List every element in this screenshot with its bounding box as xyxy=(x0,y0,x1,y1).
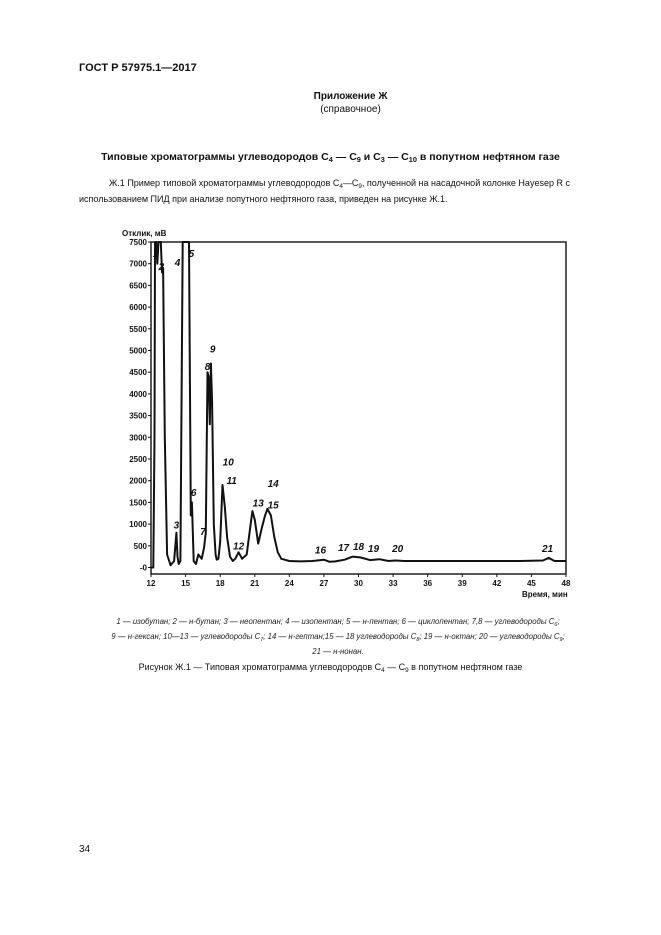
y-tick-label: 4000 xyxy=(129,389,147,399)
x-tick-label: 12 xyxy=(146,579,156,588)
x-axis-label: Время, мин xyxy=(522,590,568,599)
standard-number: ГОСТ Р 57975.1—2017 xyxy=(79,62,197,74)
y-tick-label: 500 xyxy=(133,541,147,551)
y-tick-label: 6000 xyxy=(129,303,147,313)
x-tick-label: 27 xyxy=(319,579,329,588)
peak-label: 4 xyxy=(174,257,181,269)
peak-label: 14 xyxy=(267,478,279,490)
peak-label: 18 xyxy=(352,542,365,554)
x-tick-label: 42 xyxy=(492,579,502,588)
figure-caption: Рисунок Ж.1 — Типовая хроматограмма углеводородов $C_4$ — $C_9$ в попутном нефтяном газе xyxy=(138,662,523,674)
peak-label: 3 xyxy=(173,520,180,532)
y-tick-label: 3000 xyxy=(129,433,147,443)
peak-label: 2 xyxy=(158,262,165,274)
chart-series xyxy=(151,242,566,568)
peak-label: 17 xyxy=(337,542,350,554)
peak-label: 12 xyxy=(233,541,245,553)
y-tick-label: 2000 xyxy=(129,476,147,486)
peak-label: 20 xyxy=(392,543,404,555)
peak-label: 9 xyxy=(209,344,216,356)
y-tick-label: 1500 xyxy=(129,498,147,508)
x-tick-label: 33 xyxy=(388,579,398,588)
peak-label: 5 xyxy=(188,249,195,261)
x-tick-label: 15 xyxy=(181,579,191,588)
chart-ticks xyxy=(129,238,571,588)
intro-paragraph: Ж.1 Пример типовой хроматограммы углеводородов $C_4—C_9$, полученной на насадочной колонке Hayesep R с использованием ПИД при анализе попутного нефтяного газа, приведен на рисунке Ж.1. xyxy=(79,178,570,204)
x-tick-label: 48 xyxy=(561,579,571,588)
y-tick-label: 3500 xyxy=(129,411,147,421)
y-tick-label: 7000 xyxy=(129,259,147,269)
peak-label: 10 xyxy=(222,457,234,469)
appendix-note: (справочное) xyxy=(320,104,381,115)
appendix-title: Приложение Ж xyxy=(313,91,388,102)
peak-label: 1 xyxy=(152,249,159,261)
legend-line-3: 21 — н-нонан. xyxy=(312,647,364,656)
legend-line-1: 1 — изобутан; 2 — н-бутан; 3 — неопентан; 4 — изопентан; 5 — н-пентан; 6 — циклопентан; 7,8 — углеводороды $C_6$; xyxy=(116,617,560,628)
peak-label: 11 xyxy=(226,476,237,488)
y-tick-label: 7500 xyxy=(129,238,147,247)
legend-line-2: 9 — н-гексан; 10—13 — углеводороды $C_7$; 14 — н-гептан;15 — 18 углеводороды $C_8$; 19 — н-октан; 20 — углеводороды $C_9$; xyxy=(111,632,565,643)
x-tick-label: 21 xyxy=(250,579,260,588)
x-tick-label: 39 xyxy=(457,579,467,588)
y-tick-label: 6500 xyxy=(129,281,147,291)
peak-label: 8 xyxy=(204,362,211,374)
x-tick-label: 30 xyxy=(354,579,363,588)
chromatogram-trace xyxy=(151,242,566,568)
peak-label: 21 xyxy=(541,543,554,555)
peak-label: 19 xyxy=(367,543,380,555)
y-tick-label: 1000 xyxy=(129,520,147,530)
page-number: 34 xyxy=(79,844,91,855)
y-tick-label: -0 xyxy=(139,563,147,573)
y-tick-label: 5000 xyxy=(129,346,147,356)
peak-label: 16 xyxy=(314,545,327,557)
y-tick-label: 5500 xyxy=(129,324,147,334)
section-title: Типовые хроматограммы углеводородов $C_4$ — $C_9$ и $C_3$ — $C_{10}$ в попутном нефтяном газе xyxy=(101,151,560,164)
peak-label: 6 xyxy=(190,487,197,499)
y-axis-label: Отклик, мВ xyxy=(122,229,167,238)
y-tick-label: 4500 xyxy=(129,368,147,378)
peak-label: 7 xyxy=(200,526,206,538)
y-tick-label: 2500 xyxy=(129,454,147,464)
x-tick-label: 18 xyxy=(215,579,225,588)
figure-legend xyxy=(88,616,588,658)
x-tick-label: 24 xyxy=(284,579,294,588)
x-tick-label: 36 xyxy=(423,579,433,588)
peak-label: 15 xyxy=(267,500,279,512)
peak-label: 13 xyxy=(252,498,264,510)
x-tick-label: 45 xyxy=(526,579,536,588)
